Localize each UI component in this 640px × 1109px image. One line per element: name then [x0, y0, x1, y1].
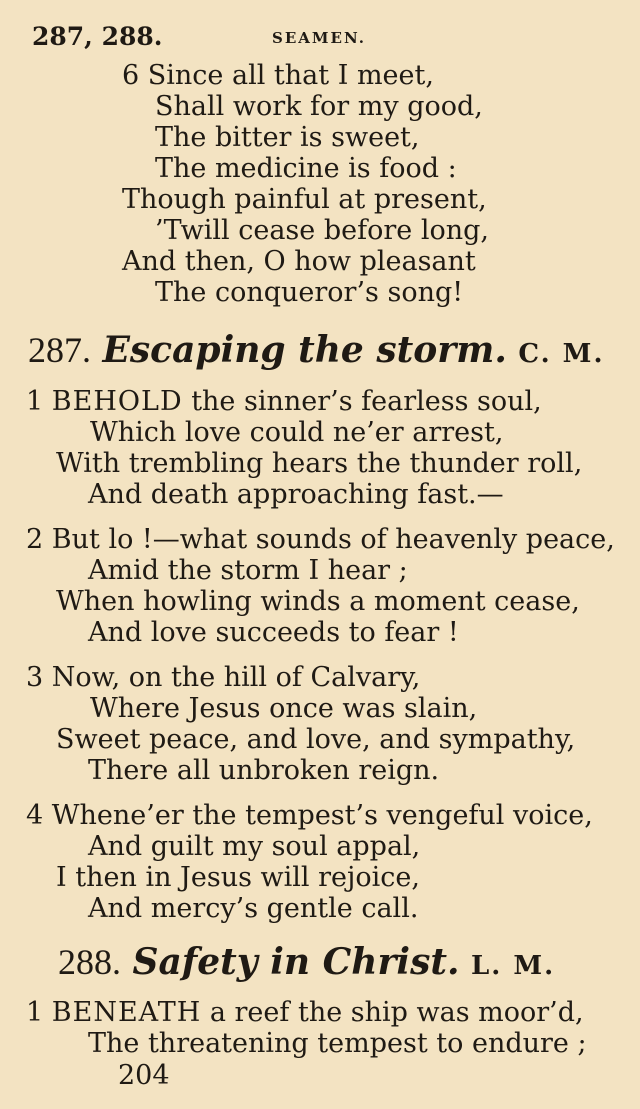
verse-line: 1 BEHOLD the sinner’s fearless soul,	[26, 386, 542, 417]
verse-number: 1	[26, 386, 44, 417]
verse-line: Which love could ne’er arrest,	[90, 417, 504, 448]
verse-line: And death approaching fast.—	[88, 479, 504, 510]
hymn-number: 287.	[28, 330, 91, 370]
verse-number: 6	[122, 60, 140, 91]
hymn-title: Safety in Christ.	[132, 941, 460, 983]
verse-number: 1	[26, 997, 44, 1028]
verse-number: 3	[26, 662, 44, 693]
verse-line: 6 Since all that I meet,	[122, 60, 434, 91]
verse-line: With trembling hears the thunder roll,	[56, 448, 583, 479]
verse-line: When howling winds a moment cease,	[56, 586, 580, 617]
verse-number: 2	[26, 524, 44, 555]
first-word: BENEATH	[51, 997, 202, 1028]
page-number: 204	[118, 1060, 170, 1091]
verse-line: And mercy’s gentle call.	[88, 893, 419, 924]
verse-line: 2 But lo !—what sounds of heavenly peace,	[26, 524, 615, 555]
verse-line: Though painful at present,	[122, 184, 487, 215]
hymn-meter: C. M.	[518, 339, 605, 369]
verse-line: And then, O how pleasant	[122, 246, 476, 277]
hymn-287-heading	[28, 330, 605, 374]
verse-line: There all unbroken reign.	[88, 755, 440, 786]
verse-line: Amid the storm I hear ;	[88, 555, 408, 586]
hymn-number: 288.	[58, 942, 121, 982]
running-head-hymn-numbers: 287, 288.	[32, 22, 163, 51]
verse-line: The threatening tempest to endure ;	[88, 1028, 587, 1059]
verse-line: 3 Now, on the hill of Calvary,	[26, 662, 421, 693]
verse-line: Where Jesus once was slain,	[90, 693, 478, 724]
verse-line: I then in Jesus will rejoice,	[56, 862, 420, 893]
verse-line: ’Twill cease before long,	[155, 215, 489, 246]
verse-line: 4 Whene’er the tempest’s vengeful voice,	[26, 800, 593, 831]
verse-line: Sweet peace, and love, and sympathy,	[56, 724, 576, 755]
verse-line: The conqueror’s song!	[155, 277, 464, 308]
verse-line: And guilt my soul appal,	[88, 831, 421, 862]
verse-line: And love succeeds to fear !	[88, 617, 459, 648]
verse-number: 4	[26, 800, 44, 831]
hymn-title: Escaping the storm.	[102, 329, 507, 371]
hymn-meter: L. M.	[470, 951, 556, 981]
hymn-288-heading	[58, 942, 555, 986]
first-word: BEHOLD	[51, 386, 183, 417]
verse-line: 1 BENEATH a reef the ship was moor’d,	[26, 997, 584, 1028]
verse-line: The bitter is sweet,	[155, 122, 420, 153]
verse-line: Shall work for my good,	[155, 91, 483, 122]
verse-line: The medicine is food :	[155, 153, 457, 184]
running-head-section-title: SEAMEN.	[272, 29, 366, 47]
